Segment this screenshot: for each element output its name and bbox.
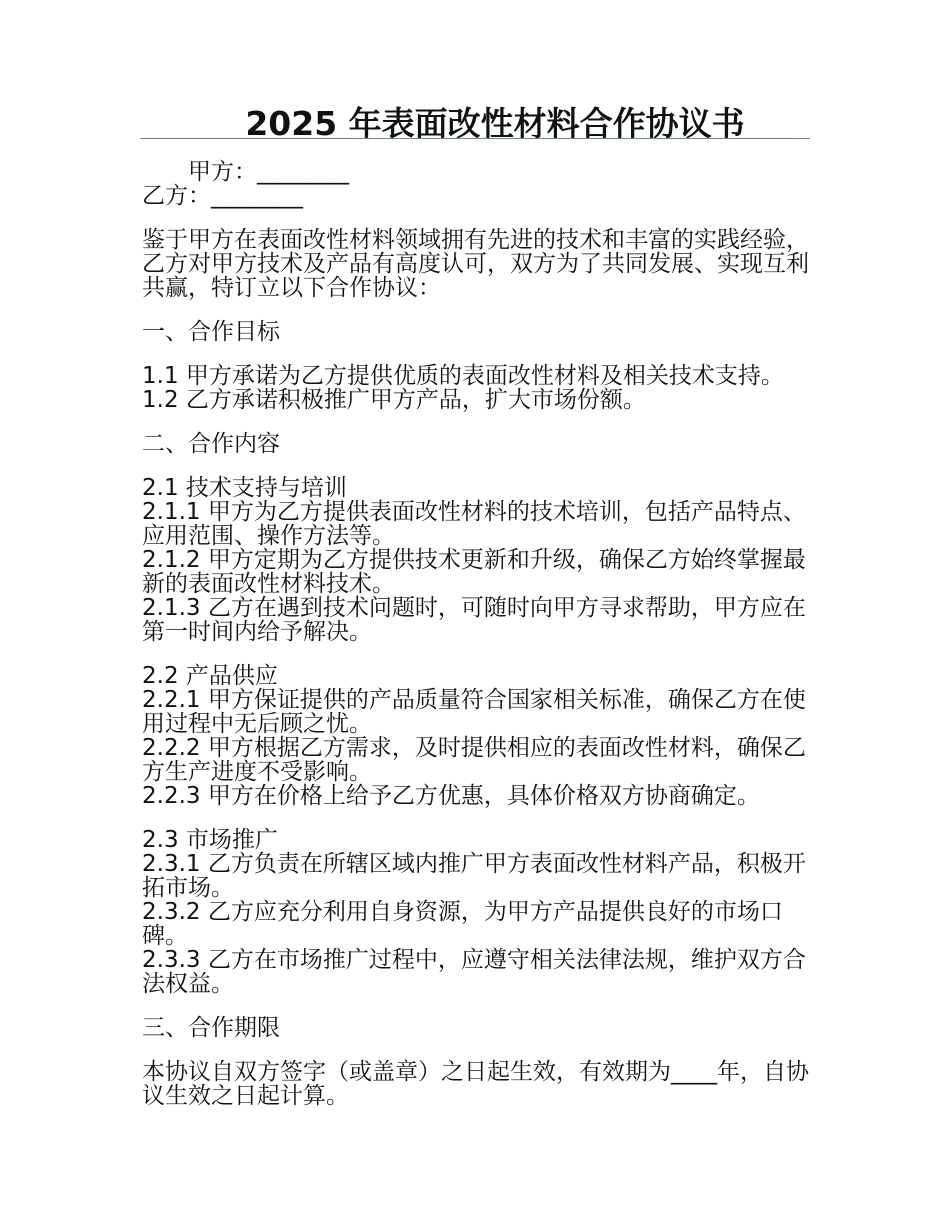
clause-2-3-2: 2.3.2 乙方应充分利用自身资源，为甲方产品提供良好的市场口碑。 bbox=[142, 899, 783, 949]
clause-2-2-1: 2.2.1 甲方保证提供的产品质量符合国家相关标准，确保乙方在使用过程中无后顾之忧。 bbox=[142, 687, 806, 737]
clause-2-1-1: 2.1.1 甲方为乙方提供表面改性材料的技术培训，包括产品特点、应用范围、操作方法等。 bbox=[142, 499, 806, 549]
section-2-heading: 二、合作内容 bbox=[142, 431, 280, 457]
clause-2-3-3: 2.3.3 乙方在市场推广过程中，应遵守相关法律法规，维护双方合法权益。 bbox=[142, 947, 806, 997]
clause-2-1-2: 2.1.2 甲方定期为乙方提供技术更新和升级，确保乙方始终掌握最新的表面改性材料技术。 bbox=[142, 547, 806, 597]
clause-2-1-3: 2.1.3 乙方在遇到技术问题时，可随时向甲方寻求帮助，甲方应在第一时间内给予解决。 bbox=[142, 595, 806, 645]
clause-1-2: 1.2 乙方承诺积极推广甲方产品，扩大市场份额。 bbox=[142, 387, 646, 413]
clause-1-1: 1.1 甲方承诺为乙方提供优质的表面改性材料及相关技术支持。 bbox=[142, 363, 784, 389]
subsection-2-2-heading: 2.2 产品供应 bbox=[142, 663, 278, 689]
subsection-2-1-heading: 2.1 技术支持与培训 bbox=[142, 475, 347, 501]
party-b-line: 乙方：________ bbox=[142, 183, 303, 209]
subsection-2-3-heading: 2.3 市场推广 bbox=[142, 827, 278, 853]
document-body bbox=[142, 160, 812, 1108]
intro-paragraph: 鉴于甲方在表面改性材料领域拥有先进的技术和丰富的实践经验，乙方对甲方技术及产品有高度认可，双方为了共同发展、实现互利共赢，特订立以下合作协议： bbox=[142, 227, 809, 301]
section-1-heading: 一、合作目标 bbox=[142, 319, 280, 345]
document-title: 2025 年表面改性材料合作协议书 bbox=[245, 104, 745, 143]
party-a-line: 甲方：________ bbox=[188, 159, 349, 185]
title-underline bbox=[140, 138, 810, 139]
clause-2-2-3: 2.2.3 甲方在价格上给予乙方优惠，具体价格双方协商确定。 bbox=[142, 783, 760, 809]
term-paragraph: 本协议自双方签字（或盖章）之日起生效，有效期为____年，自协议生效之日起计算。 bbox=[142, 1059, 809, 1109]
clause-2-3-1: 2.3.1 乙方负责在所辖区域内推广甲方表面改性材料产品，积极开拓市场。 bbox=[142, 851, 806, 901]
section-3-heading: 三、合作期限 bbox=[142, 1015, 280, 1041]
clause-2-2-2: 2.2.2 甲方根据乙方需求，及时提供相应的表面改性材料，确保乙方生产进度不受影响。 bbox=[142, 735, 806, 785]
